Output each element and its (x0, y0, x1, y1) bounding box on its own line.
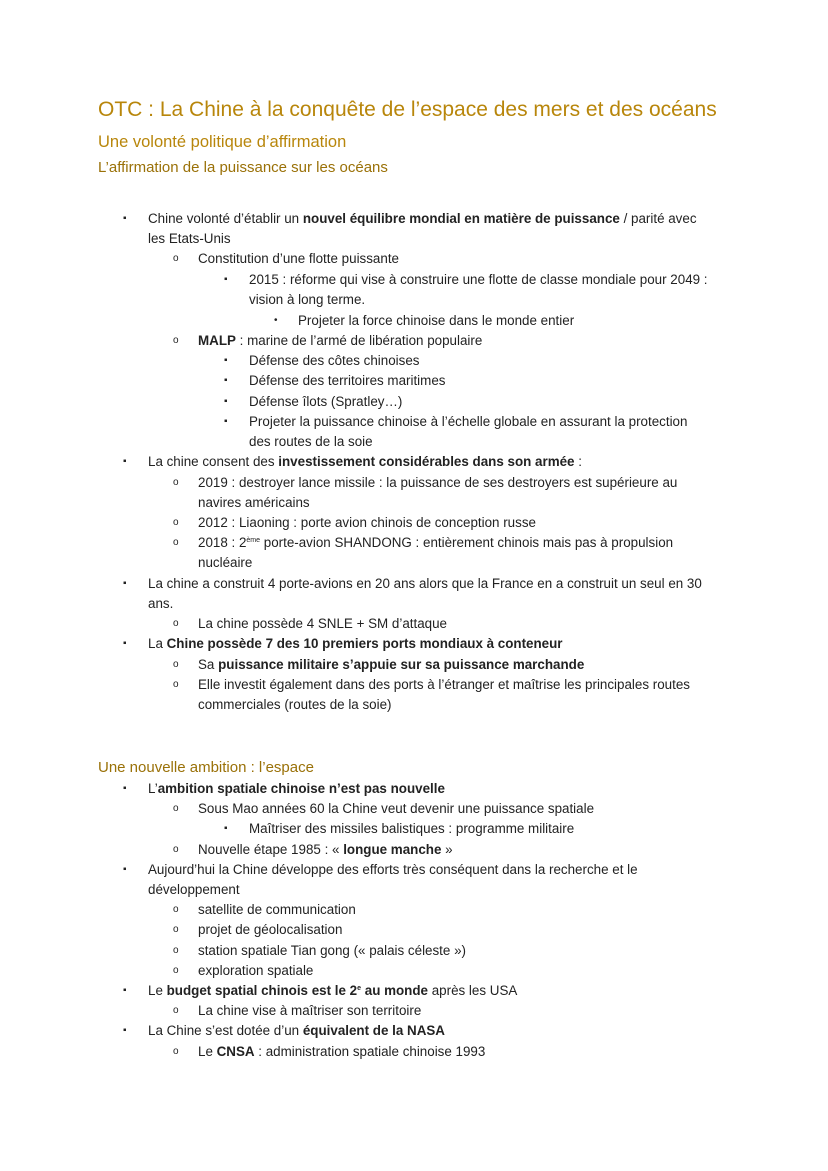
list-item: La Chine possède 7 des 10 premiers ports mondiaux à conteneur (148, 636, 563, 651)
list-item: Sa puissance militaire s’appuie sur sa puissance marchande (198, 657, 585, 672)
square-bullet: ▪ (123, 1025, 127, 1036)
list-item: La chine consent des investissement considérables dans son armée : (148, 454, 582, 469)
circle-bullet: o (173, 965, 179, 976)
list-item: projet de géolocalisation (198, 922, 343, 937)
list-item: Sous Mao années 60 la Chine veut devenir une puissance spatiale (198, 801, 595, 816)
list-item: station spatiale Tian gong (« palais céleste ») (198, 943, 466, 958)
circle-bullet: o (173, 335, 179, 346)
list-item: La chine vise à maîtriser son territoire (198, 1003, 422, 1018)
square-bullet: ▪ (123, 985, 127, 996)
circle-bullet: o (173, 1005, 179, 1016)
list-item: 2015 : réforme qui vise à construire une flotte de classe mondiale pour 2049 : (249, 272, 708, 287)
list-item: Défense des territoires maritimes (249, 373, 446, 388)
section-heading-politique: Une volonté politique d’affirmation (98, 133, 347, 151)
square-bullet: ▪ (224, 274, 228, 285)
list-item: Défense îlots (Spratley…) (249, 394, 403, 409)
list-item: Le budget spatial chinois est le 2e au monde après les USA (148, 983, 518, 998)
list-item-continuation: des routes de la soie (249, 434, 373, 449)
circle-bullet: o (173, 945, 179, 956)
list-item-continuation: les Etats-Unis (148, 231, 231, 246)
square-bullet: ▪ (224, 416, 228, 427)
dot-bullet: • (274, 315, 278, 326)
list-item: Aujourd’hui la Chine développe des efforts très conséquent dans la recherche et le (148, 862, 638, 877)
circle-bullet: o (173, 517, 179, 528)
list-item: Projeter la puissance chinoise à l’échelle globale en assurant la protection (249, 414, 688, 429)
list-item-continuation: ans. (148, 596, 174, 611)
square-bullet: ▪ (123, 578, 127, 589)
list-item: Chine volonté d’établir un nouvel équilibre mondial en matière de puissance / parité avec (148, 211, 697, 226)
page-title: OTC : La Chine à la conquête de l’espace des mers et des océans (98, 98, 717, 121)
square-bullet: ▪ (224, 375, 228, 386)
square-bullet: ▪ (224, 396, 228, 407)
square-bullet: ▪ (224, 355, 228, 366)
section-heading-espace: Une nouvelle ambition : l’espace (98, 759, 314, 776)
square-bullet: ▪ (123, 638, 127, 649)
circle-bullet: o (173, 803, 179, 814)
square-bullet: ▪ (123, 213, 127, 224)
list-item: 2019 : destroyer lance missile : la puissance de ses destroyers est supérieure au (198, 475, 678, 490)
list-item-continuation: vision à long terme. (249, 292, 366, 307)
circle-bullet: o (173, 679, 179, 690)
circle-bullet: o (173, 477, 179, 488)
list-item: MALP : marine de l’armé de libération populaire (198, 333, 483, 348)
list-item: Le CNSA : administration spatiale chinoise 1993 (198, 1044, 486, 1059)
square-bullet: ▪ (123, 456, 127, 467)
circle-bullet: o (173, 253, 179, 264)
list-item: Nouvelle étape 1985 : « longue manche » (198, 842, 453, 857)
circle-bullet: o (173, 659, 179, 670)
subsection-heading-oceans: L’affirmation de la puissance sur les océans (98, 159, 388, 176)
list-item: La chine possède 4 SNLE + SM d’attaque (198, 616, 448, 631)
list-item-continuation: navires américains (198, 495, 310, 510)
list-item: 2012 : Liaoning : porte avion chinois de conception russe (198, 515, 536, 530)
circle-bullet: o (173, 537, 179, 548)
list-item: L’ambition spatiale chinoise n’est pas nouvelle (148, 781, 445, 796)
circle-bullet: o (173, 618, 179, 629)
list-item-continuation: commerciales (routes de la soie) (198, 697, 392, 712)
list-item: La chine a construit 4 porte-avions en 20 ans alors que la France en a construit un seul en 30 (148, 576, 702, 591)
list-item: 2018 : 2ème porte-avion SHANDONG : entièrement chinois mais pas à propulsion (198, 535, 674, 550)
circle-bullet: o (173, 904, 179, 915)
list-item: Constitution d’une flotte puissante (198, 251, 399, 266)
list-item: exploration spatiale (198, 963, 314, 978)
list-item-continuation: développement (148, 882, 240, 897)
list-item: satellite de communication (198, 902, 356, 917)
list-item: Projeter la force chinoise dans le monde entier (298, 313, 575, 328)
list-item: La Chine s’est dotée d’un équivalent de la NASA (148, 1023, 445, 1038)
square-bullet: ▪ (123, 864, 127, 875)
list-item: Elle investit également dans des ports à l’étranger et maîtrise les principales routes (198, 677, 690, 692)
square-bullet: ▪ (224, 823, 228, 834)
circle-bullet: o (173, 924, 179, 935)
list-item: Défense des côtes chinoises (249, 353, 420, 368)
circle-bullet: o (173, 1046, 179, 1057)
circle-bullet: o (173, 844, 179, 855)
list-item: Maîtriser des missiles balistiques : programme militaire (249, 821, 575, 836)
square-bullet: ▪ (123, 783, 127, 794)
list-item-continuation: nucléaire (198, 555, 253, 570)
